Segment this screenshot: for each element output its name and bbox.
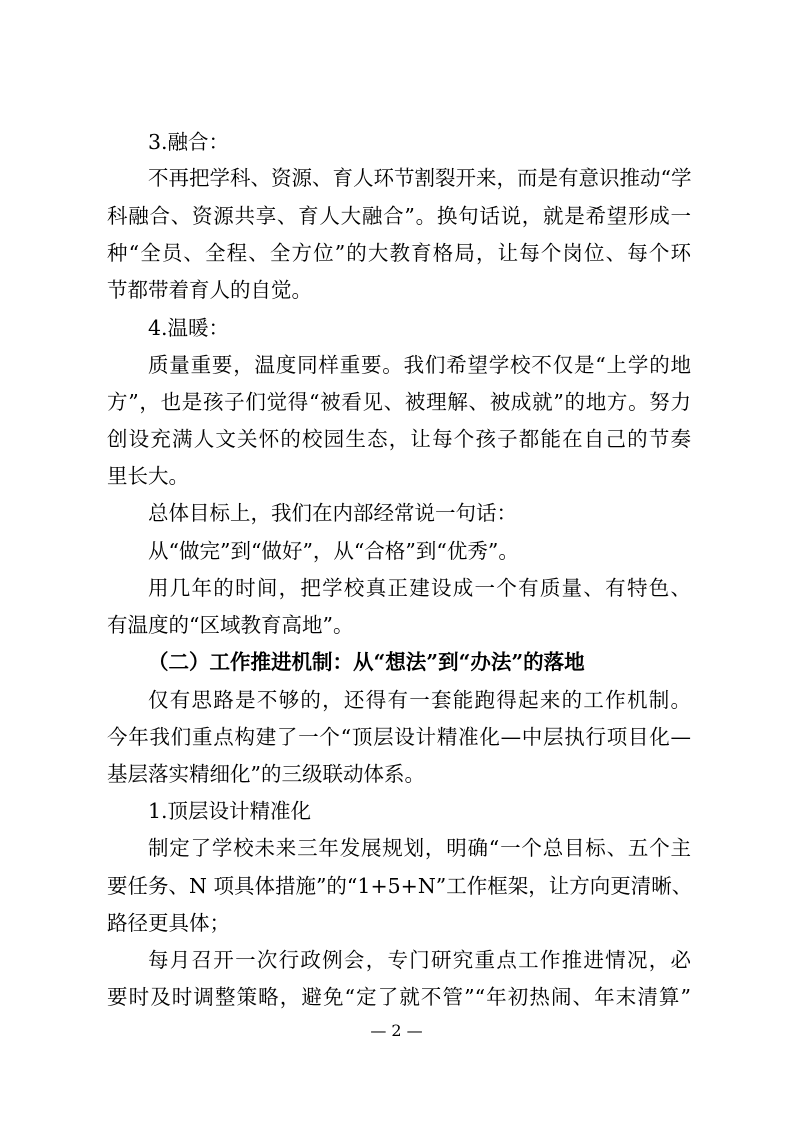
paragraph-line: 质量重要，温度同样重要。我们希望学校不仅是“上学的地 xyxy=(148,353,691,377)
paragraph-line: 仅有思路是不够的，还得有一套能跑得起来的工作机制。 xyxy=(148,688,691,712)
paragraph-line: 制定了学校未来三年发展规划，明确“一个总目标、五个主 xyxy=(148,836,691,860)
paragraph-line: 有温度的“区域教育高地”。 xyxy=(107,613,354,637)
paragraph-line: 今年我们重点构建了一个“顶层设计精准化—中层执行项目化— xyxy=(107,725,691,749)
paragraph-line: 方”，也是孩子们觉得“被看见、被理解、被成就”的地方。努力 xyxy=(107,390,691,414)
paragraph-line: 从“做完”到“做好”，从“合格”到“优秀”。 xyxy=(148,539,519,563)
paragraph-line: 基层落实精细化”的三级联动体系。 xyxy=(107,762,425,786)
paragraph-line: 要任务、N 项具体措施”的“1+5+N”工作框架，让方向更清晰、 xyxy=(107,874,693,898)
paragraph-line: 每月召开一次行政例会，专门研究重点工作推进情况，必 xyxy=(148,948,691,972)
paragraph-line: 路径更具体； xyxy=(107,911,230,935)
paragraph-line: 里长大。 xyxy=(107,464,189,488)
section-heading: （二）工作推进机制：从“想法”到“办法”的落地 xyxy=(148,650,585,674)
page-number: — 2 — xyxy=(370,1021,423,1040)
paragraph-line: 种“全员、全程、全方位”的大教育格局，让每个岗位、每个环 xyxy=(107,241,691,265)
paragraph-line: 创设充满人文关怀的校园生态，让每个孩子都能在自己的节奏 xyxy=(107,427,691,451)
paragraph-line: 科融合、资源共享、育人大融合”。换句话说，就是希望形成一 xyxy=(107,204,691,228)
subheading-integration: 3.融合： xyxy=(148,130,230,154)
paragraph-line: 节都带着育人的自觉。 xyxy=(107,278,312,302)
paragraph-line: 总体目标上，我们在内部经常说一句话： xyxy=(148,501,517,525)
paragraph-line: 用几年的时间，把学校真正建设成一个有质量、有特色、 xyxy=(148,576,691,600)
subheading-top-design: 1.顶层设计精准化 xyxy=(148,799,312,823)
paragraph-line: 不再把学科、资源、育人环节割裂开来，而是有意识推动“学 xyxy=(148,166,692,190)
paragraph-line: 要时及时调整策略，避免“定了就不管”“年初热闹、年末清算” xyxy=(107,985,691,1009)
subheading-warmth: 4.温暖： xyxy=(148,316,230,340)
